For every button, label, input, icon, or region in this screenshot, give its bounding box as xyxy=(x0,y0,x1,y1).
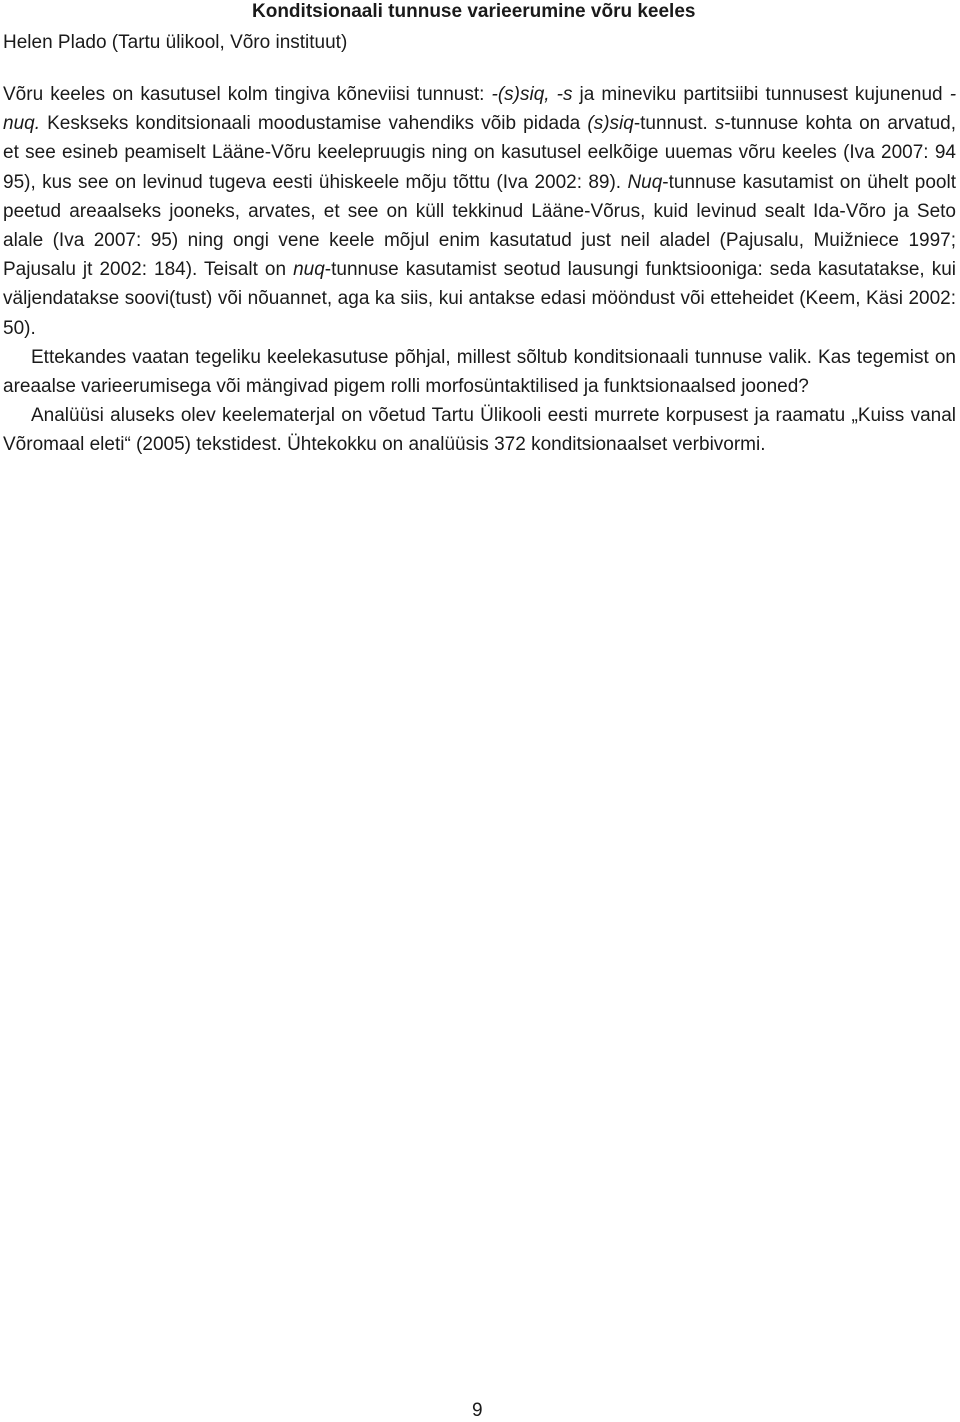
document-body xyxy=(3,80,956,460)
text-run: -tunnuse kasutamist on ühelt poolt peetud areaalseks jooneks, arvates, et see on küll tekkinud Lääne-Võrus, kuid levinud sealt Ida-Võro ja Seto alale (Iva 2007: 95) ning ongi vene keele mõjul enim kasutatud just neil aladel (Pajusalu, Muižniece 1997; Pajusalu jt 2002: 184). Teisalt on xyxy=(3,171,956,281)
page-number: 9 xyxy=(472,1400,483,1421)
text-run: Ettekandes vaatan tegeliku keelekasutuse põhjal, millest sõltub konditsionaali tunnuse valik. Kas tegemist on areaalse varieerumisega või mängivad pigem rolli morfosüntaktilised ja funktsionaalsed jooned? xyxy=(3,346,956,398)
text-run: Analüüsi aluseks olev keelematerjal on võetud Tartu Ülikooli eesti murrete korpusest ja raamatu „Kuiss vanal Võromaal eleti“ (2005) tekstidest. Ühtekokku on analüüsis 372 konditsionaalset verbivormi. xyxy=(3,405,956,456)
document-title: Konditsionaali tunnuse varieerumine võru keeles xyxy=(252,1,696,22)
paragraph-3 xyxy=(3,401,956,459)
text-run: ja mineviku partitsiibi tunnusest kujunenud xyxy=(572,84,950,105)
author-line: Helen Plado (Tartu ülikool, Võro instituut) xyxy=(3,32,348,53)
text-run: -tunnuse kasutamist seotud lausungi funktsiooniga: seda kasutatakse, kui väljendatakse soovi(tust) või nõuannet, aga ka siis, kui antakse edasi mööndust või etteheidet (Keem, Käsi 2002: 50). xyxy=(3,259,956,339)
text-run: -tunnust. xyxy=(633,113,715,135)
italic-morpheme: s xyxy=(714,113,725,135)
italic-morpheme: -(s)siq, -s xyxy=(491,84,573,105)
text-run: Võru keeles on kasutusel kolm tingiva kõneviisi tunnust: xyxy=(3,84,492,105)
italic-morpheme: nuq xyxy=(293,259,325,281)
text-run: -tunnuse kohta on arvatud, et see esineb peamiselt Lääne-Võru keelepruugis ning on kasutusel eelkõige uuemas võru keeles (Iva 2007: 94 95), kus see on levinud tugeva eesti ühiskeele mõju tõttu (Iva 2002: 89). xyxy=(3,113,956,193)
paragraph-2 xyxy=(3,343,956,401)
italic-morpheme: Nuq xyxy=(627,171,663,193)
italic-morpheme: (s)siq xyxy=(587,113,634,135)
text-run: Keskseks konditsionaali moodustamise vahendiks võib pidada xyxy=(39,113,588,135)
italic-morpheme: -nuq. xyxy=(3,84,957,135)
paragraph-1 xyxy=(3,80,956,343)
